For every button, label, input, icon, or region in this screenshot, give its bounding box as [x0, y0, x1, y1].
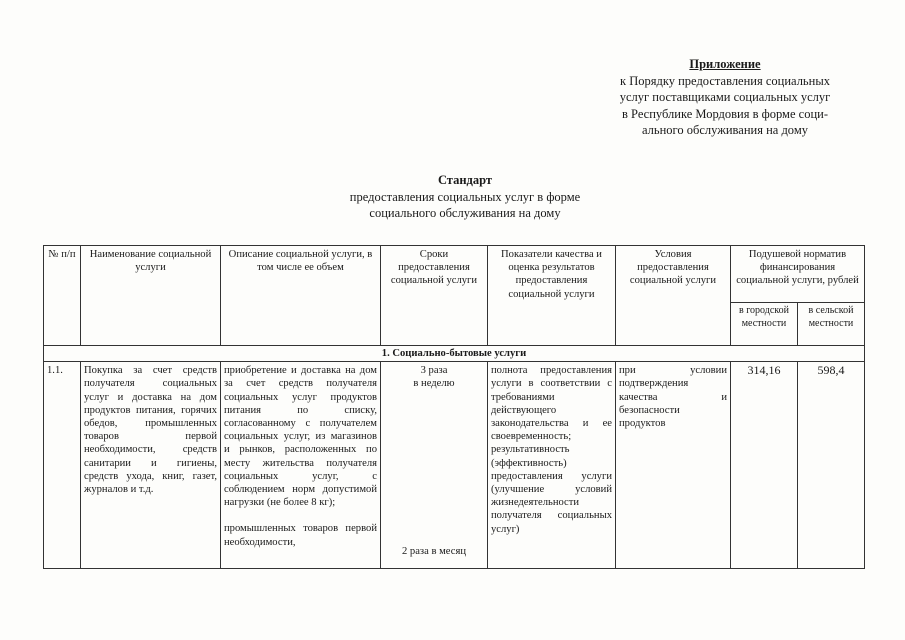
- appendix-line: услуг поставщиками социальных услуг: [619, 90, 831, 104]
- appendix-title: Приложение: [689, 57, 761, 71]
- appendix-line: в Республике Мордовия в форме соци-: [622, 106, 828, 121]
- standard-line: социального обслуживания на дому: [369, 206, 561, 220]
- header-no: № п/п: [44, 246, 81, 346]
- row-quality: полнота предоставления услуги в соответствии с требованиями действующего законодательства и ее своевременность; результативность (эффективность) предоставления услуги (улучшение условий жизнедеятельности получателя социальных услуг): [488, 362, 616, 569]
- header-name: Наименование социальной услуги: [81, 246, 221, 346]
- header-urban: в городской местности: [731, 303, 798, 346]
- table-row: [44, 362, 865, 569]
- standard-heading: [300, 172, 630, 222]
- appendix-line: ального обслуживания на дому: [642, 123, 808, 137]
- standard-title: Стандарт: [437, 173, 493, 187]
- header-terms: Сроки предоставления социальной услуги: [381, 246, 488, 346]
- row-urban-norm: 314,16: [731, 362, 798, 569]
- term-1-period: в неделю: [413, 378, 455, 390]
- row-number: 1.1.: [44, 362, 81, 569]
- services-table: [43, 245, 865, 569]
- row-terms: [381, 362, 488, 569]
- appendix-block: [560, 56, 890, 139]
- appendix-line: к Порядку предоставления социальных: [620, 73, 830, 88]
- header-row: [44, 246, 865, 303]
- row-rural-norm: 598,4: [798, 362, 865, 569]
- term-1: 3 раза: [420, 365, 448, 377]
- description-part-2: промышленных товаров первой необходимости,: [224, 523, 377, 548]
- header-description: Описание социальной услуги, в том числе ее объем: [221, 246, 381, 346]
- section-title: 1. Социально-бытовые услуги: [44, 346, 865, 362]
- section-row: [44, 346, 865, 362]
- row-conditions: при условии подтверждения качества и безопасности продуктов: [616, 362, 731, 569]
- header-quality: Показатели качества и оценка результатов предоставления социальной услуги: [488, 246, 616, 346]
- description-part-1: приобретение и доставка на дом за счет средств получателя социальных услуг продуктов питания по списку, согласованному с получателем социальных услуг, из магазинов и рынков, расположенных по месту жительства получателя социальных услуг, с соблюдением норм допустимой нагрузки (не более 8 кг);: [224, 365, 377, 509]
- header-rural: в сельской местности: [798, 303, 865, 346]
- standard-line: предоставления социальных услуг в форме: [349, 189, 581, 204]
- header-conditions: Условия предоставления социальной услуги: [616, 246, 731, 346]
- term-2: 2 раза в месяц: [401, 545, 467, 557]
- row-description: [221, 362, 381, 569]
- row-service-name: Покупка за счет средств получателя социальных услуг и доставка на дом продуктов питания, горячих обедов, промышленных товаров первой необходимости, средств санитарии и гигиены, средств ухода, книг, газет, журналов и т.д.: [81, 362, 221, 569]
- header-norm: Подушевой норматив финансирования социальной услуги, рублей: [731, 246, 865, 303]
